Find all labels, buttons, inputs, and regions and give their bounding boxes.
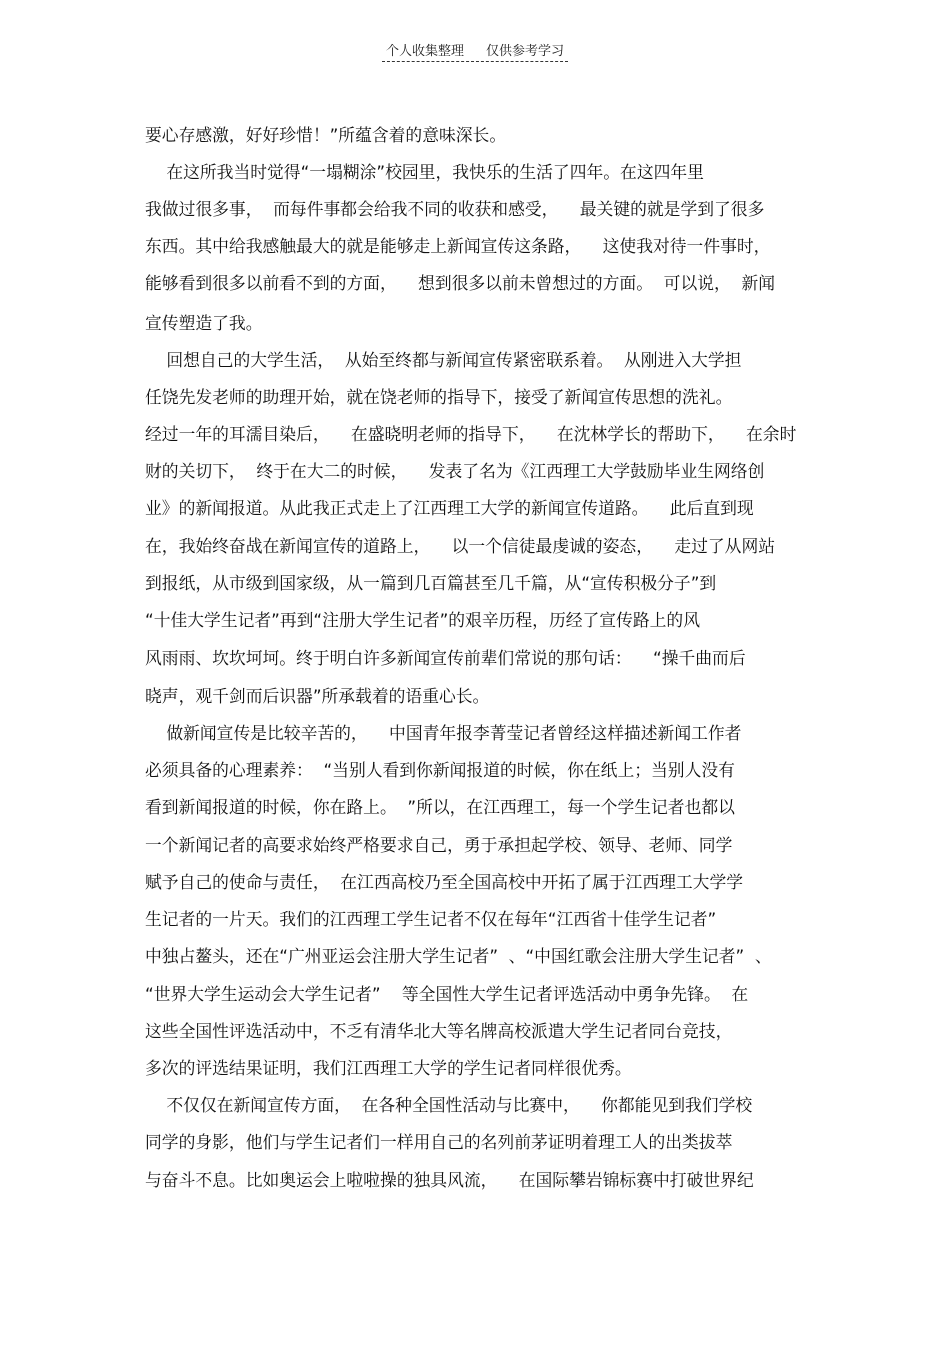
text-line: “十佳大学生记者”再到“注册大学生记者”的艰辛历程，历经了宣传路上的风: [145, 610, 700, 630]
text-line: 赋予自己的使命与责任， 在江西高校乃至全国高校中开拓了属于江西理工大学学: [145, 872, 744, 892]
text-line: 风雨雨、坎坎坷坷。终于明白许多新闻宣传前辈们常说的那句话： “操千曲而后: [145, 648, 746, 668]
text-line: 多次的评选结果证明，我们江西理工大学的学生记者同样很优秀。: [145, 1058, 632, 1078]
text-line: 同学的身影，他们与学生记者们一样用自己的名列前茅证明着理工人的出类拔萃: [145, 1132, 733, 1152]
text-line: 必须具备的心理素养： “当别人看到你新闻报道的时候，你在纸上；当别人没有: [145, 760, 735, 780]
header-left-text: 个人收集整理: [385, 44, 464, 59]
text-line: 财的关切下， 终于在大二的时候， 发表了名为《江西理工大学鼓励毕业生网络创: [145, 461, 765, 481]
text-line: 业》的新闻报道。从此我正式走上了江西理工大学的新闻宣传道路。 此后直到现: [145, 498, 754, 518]
text-line: 宣传塑造了我。: [145, 313, 263, 333]
text-line: 看到新闻报道的时候，你在路上。 ”所以，在江西理工，每一个学生记者也都以: [145, 797, 735, 817]
text-line: 做新闻宣传是比较辛苦的， 中国青年报李菁莹记者曾经这样描述新闻工作者: [145, 723, 742, 743]
header-underline: [382, 40, 568, 62]
text-line: 不仅仅在新闻宣传方面， 在各种全国性活动与比赛中， 你都能见到我们学校: [145, 1095, 753, 1115]
text-line: 晓声，观千剑而后识器”所承载着的语重心长。: [145, 686, 490, 706]
text-line: 这些全国性评选活动中，不乏有清华北大等名牌高校派遣大学生记者同台竞技，: [145, 1021, 733, 1041]
text-line: 在这所我当时觉得“一塌糊涂”校园里，我快乐的生活了四年。在这四年里: [145, 162, 704, 182]
text-line: 到报纸，从市级到国家级，从一篇到几百篇甚至几千篇，从“宣传积极分子”到: [145, 573, 717, 593]
header-right-text: 仅供参考学习: [486, 44, 565, 59]
text-line: 任饶先发老师的助理开始，就在饶老师的指导下，接受了新闻宣传思想的洗礼。: [145, 387, 733, 407]
text-line: 要心存感激，好好珍惜！”所蕴含着的意味深长。: [145, 125, 507, 145]
text-line: 经过一年的耳濡目染后， 在盛晓明老师的指导下， 在沈林学长的帮助下， 在余时: [145, 424, 797, 444]
text-line: “世界大学生运动会大学生记者” 等全国性大学生记者评选活动中勇争先锋。 在: [145, 984, 749, 1004]
page-header: [0, 40, 950, 62]
text-line: 在，我始终奋战在新闻宣传的道路上， 以一个信徒最虔诚的姿态， 走过了从网站: [145, 536, 776, 556]
text-line: 能够看到很多以前看不到的方面， 想到很多以前未曾想过的方面。 可以说， 新闻: [145, 273, 776, 293]
text-line: 一个新闻记者的高要求始终严格要求自己，勇于承担起学校、领导、老师、同学: [145, 835, 733, 855]
text-line: 生记者的一片天。我们的江西理工学生记者不仅在每年“江西省十佳学生记者”: [145, 909, 717, 929]
text-line: 东西。其中给我感触最大的就是能够走上新闻宣传这条路， 这使我对待一件事时，: [145, 236, 771, 256]
text-line: 回想自己的大学生活， 从始至终都与新闻宣传紧密联系着。 从刚进入大学担: [145, 350, 742, 370]
text-line: 中独占鳌头，还在“广州亚运会注册大学生记者” 、“中国红歌会注册大学生记者” 、: [145, 946, 772, 966]
text-line: 我做过很多事， 而每件事都会给我不同的收获和感受， 最关键的就是学到了很多: [145, 199, 765, 219]
text-line: 与奋斗不息。比如奥运会上啦啦操的独具风流， 在国际攀岩锦标赛中打破世界纪: [145, 1170, 754, 1190]
